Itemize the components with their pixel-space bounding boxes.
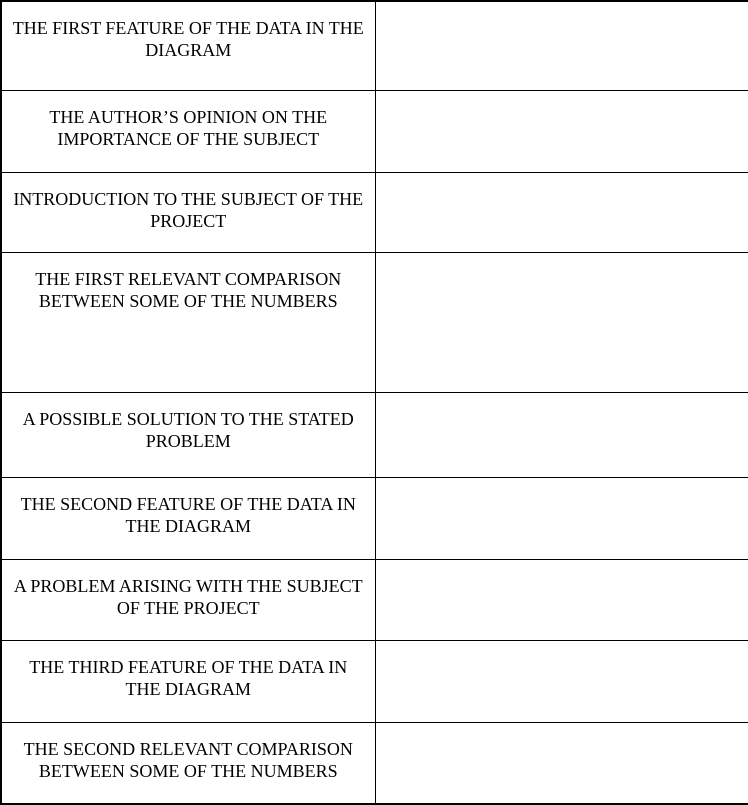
row-label-cell xyxy=(1,477,375,559)
row-answer-cell xyxy=(375,172,748,252)
table-row xyxy=(1,723,748,804)
row-label-cell xyxy=(1,559,375,640)
row-label-cell xyxy=(1,253,375,393)
table-row xyxy=(1,641,748,723)
table-row xyxy=(1,90,748,172)
table-row xyxy=(1,477,748,559)
row-label-cell xyxy=(1,723,375,804)
row-answer-cell xyxy=(375,559,748,640)
row-label-cell xyxy=(1,1,375,90)
row-label: A POSSIBLE SOLUTION TO THE STATED PROBLEM xyxy=(22,409,354,452)
row-answer-cell xyxy=(375,393,748,477)
row-answer-cell xyxy=(375,253,748,393)
row-label: THE FIRST RELEVANT COMPARISON BETWEEN SOME OF THE NUMBERS xyxy=(35,269,342,312)
table-row xyxy=(1,559,748,640)
row-answer-cell xyxy=(375,641,748,723)
row-answer-cell xyxy=(375,477,748,559)
table-row xyxy=(1,393,748,477)
row-answer-cell xyxy=(375,90,748,172)
row-answer-cell xyxy=(375,1,748,90)
row-label: THE SECOND FEATURE OF THE DATA IN THE DIAGRAM xyxy=(20,493,356,536)
row-label-cell xyxy=(1,393,375,477)
table-row xyxy=(1,1,748,90)
row-label: THE THIRD FEATURE OF THE DATA IN THE DIAGRAM xyxy=(29,657,348,700)
row-label: THE AUTHOR’S OPINION ON THE IMPORTANCE OF THE SUBJECT xyxy=(49,106,328,149)
table-row xyxy=(1,172,748,252)
row-label: THE SECOND RELEVANT COMPARISON BETWEEN SOME OF THE NUMBERS xyxy=(23,739,353,782)
row-label: A PROBLEM ARISING WITH THE SUBJECT OF THE PROJECT xyxy=(13,575,363,618)
row-answer-cell xyxy=(375,723,748,804)
row-label-cell xyxy=(1,641,375,723)
row-label: THE FIRST FEATURE OF THE DATA IN THE DIAGRAM xyxy=(12,18,364,60)
table-row xyxy=(1,253,748,393)
row-label-cell xyxy=(1,90,375,172)
row-label: INTRODUCTION TO THE SUBJECT OF THE PROJECT xyxy=(13,188,364,231)
row-label-cell xyxy=(1,172,375,252)
